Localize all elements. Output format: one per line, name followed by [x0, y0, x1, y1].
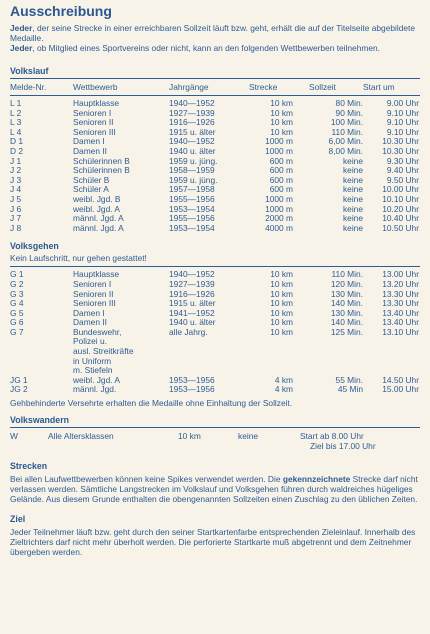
- table-row: [10, 357, 420, 367]
- cell-start: 9.40 Uhr: [386, 165, 419, 176]
- cell-jahrgaenge: 1941—1952: [169, 307, 215, 318]
- cell-melde-nr: G 4: [10, 298, 24, 309]
- cell-strecke: 600 m: [269, 155, 293, 166]
- cell-sollzeit: keine: [342, 165, 363, 176]
- cell-jahrgaenge: 1953—1954: [169, 222, 215, 233]
- intro: [10, 23, 420, 53]
- cell-wettbewerb: Damen I: [73, 307, 105, 318]
- cell-wettbewerb: Senioren I: [73, 278, 112, 289]
- ziel-heading: Ziel: [10, 514, 26, 525]
- cell-jahrgaenge: 1915 u. älter: [169, 126, 216, 137]
- cell-jahrgaenge: [169, 357, 249, 367]
- cell-wettbewerb: Damen I: [73, 136, 105, 147]
- cell-start: 9.30 Uhr: [386, 155, 419, 166]
- cell-sollzeit: 6,00 Min.: [328, 136, 363, 147]
- cell-start: 10.30 Uhr: [382, 136, 419, 147]
- cell-strecke: 10 km: [270, 107, 293, 118]
- cell-start: [363, 347, 419, 357]
- cell-melde-nr: J 7: [10, 213, 22, 224]
- volkswandern-heading: Volkswandern: [10, 415, 69, 426]
- ziel-section: [10, 514, 420, 557]
- cell-strecke: 10 km: [270, 98, 293, 108]
- cell-wettbewerb: Senioren III: [73, 126, 116, 137]
- table-row: [10, 337, 420, 347]
- cell-sollzeit: 90 Min.: [335, 107, 363, 118]
- cell-melde-nr: L 4: [10, 126, 22, 137]
- intro-paragraph: [10, 43, 420, 53]
- page-title: Ausschreibung: [10, 3, 112, 19]
- cell-melde-nr: L 2: [10, 107, 22, 118]
- cell-jahrgaenge: 1916—1926: [169, 288, 215, 299]
- cell-jahrgaenge: [169, 347, 249, 357]
- cell-sollzeit: 140 Min.: [330, 298, 363, 309]
- strecken-heading: Strecken: [10, 461, 48, 472]
- cell-wettbewerb: weibl. Jgd. A: [73, 374, 121, 385]
- cell-wettbewerb: Senioren III: [73, 298, 116, 309]
- cell-jahrgaenge: 1955—1956: [169, 193, 215, 204]
- cell-melde-nr: JG 1: [10, 374, 28, 385]
- col-jahrgaenge: Jahrgänge: [169, 82, 209, 92]
- cell-strecke: 10 km: [270, 126, 293, 137]
- cell-wettbewerb: weibl. Jgd. B: [73, 193, 121, 204]
- table-row: [10, 224, 420, 234]
- cell-strecke: 1000 m: [265, 193, 293, 204]
- cell-start: 10.10 Uhr: [382, 193, 419, 204]
- cell-melde-nr: J 8: [10, 222, 22, 233]
- cell-melde-nr: D 2: [10, 145, 24, 156]
- cell-strecke: 600 m: [269, 184, 293, 195]
- cell-strecke: 4 km: [274, 374, 293, 385]
- cell-start: [363, 357, 419, 367]
- cell-melde-nr: J 3: [10, 174, 22, 185]
- cell-wettbewerb: Damen II: [73, 145, 107, 156]
- cell-strecke: 4 km: [274, 384, 293, 395]
- volksgehen-note: Gehbehinderte Versehrte erhalten die Medaille ohne Einhaltung der Sollzeit.: [10, 398, 293, 409]
- cell-sollzeit: 110 Min.: [331, 269, 363, 280]
- cell-wettbewerb: männl. Jgd.: [73, 384, 117, 395]
- cell-wettbewerb: männl. Jgd. A: [73, 213, 124, 224]
- cell-strecke: [249, 357, 309, 367]
- cell-start: 14.50 Uhr: [382, 374, 419, 385]
- cell-start: 13.40 Uhr: [382, 317, 419, 328]
- cell-melde-nr: J 5: [10, 193, 22, 204]
- cell-melde-nr: G 1: [10, 269, 24, 280]
- cell-strecke: 10 km: [270, 288, 293, 299]
- cell-wettbewerb: Senioren II: [73, 288, 114, 299]
- cell-melde-nr: J 2: [10, 165, 22, 176]
- cell-wettbewerb: weibl. Jgd. A: [73, 203, 121, 214]
- cell-melde-nr: G 5: [10, 307, 24, 318]
- cell-sollzeit: keine: [342, 184, 363, 195]
- divider: [10, 266, 420, 267]
- cell-melde-nr: J 1: [10, 155, 22, 166]
- intro-text: , ob Mitglied eines Sportvereins oder nicht, kann an den folgenden Wettbewerben teilnehmen.: [32, 43, 380, 53]
- cell-start: 13.30 Uhr: [382, 288, 419, 299]
- vw-class: Alle Altersklassen: [48, 431, 114, 442]
- cell-melde-nr: J 6: [10, 203, 22, 214]
- cell-strecke: 2000 m: [265, 213, 293, 224]
- cell-jahrgaenge: 1940 u. älter: [169, 317, 216, 328]
- cell-jahrgaenge: 1953—1954: [169, 203, 215, 214]
- cell-sollzeit: keine: [342, 203, 363, 214]
- cell-start: 10.20 Uhr: [382, 203, 419, 214]
- cell-melde-nr: L 3: [10, 117, 22, 128]
- cell-melde-nr: L 1: [10, 98, 22, 108]
- cell-wettbewerb: Schüler A: [73, 184, 109, 195]
- cell-wettbewerb: Hauptklasse: [73, 98, 120, 108]
- cell-strecke: 600 m: [269, 174, 293, 185]
- cell-wettbewerb: Schüler B: [73, 174, 110, 185]
- cell-strecke: 10 km: [270, 317, 293, 328]
- cell-wettbewerb: Bundeswehr,: [73, 326, 122, 337]
- cell-wettbewerb: in Uniform: [73, 355, 112, 366]
- cell-wettbewerb: Hauptklasse: [73, 269, 120, 280]
- cell-sollzeit: keine: [342, 193, 363, 204]
- cell-jahrgaenge: 1959 u. jüng.: [169, 174, 218, 185]
- cell-wettbewerb: Damen II: [73, 317, 107, 328]
- cell-jahrgaenge: 1955—1956: [169, 213, 215, 224]
- cell-sollzeit: 130 Min.: [330, 307, 363, 318]
- cell-strecke: 10 km: [270, 269, 293, 280]
- cell-sollzeit: 80 Min.: [335, 98, 363, 108]
- intro-paragraph: [10, 23, 420, 43]
- cell-melde-nr: G 2: [10, 278, 24, 289]
- cell-melde-nr: JG 2: [10, 384, 28, 395]
- cell-sollzeit: 8,00 Min.: [328, 145, 363, 156]
- cell-jahrgaenge: 1940—1952: [169, 269, 215, 280]
- col-start: Start um: [363, 82, 395, 92]
- cell-strecke: 10 km: [270, 298, 293, 309]
- cell-strecke: 10 km: [270, 307, 293, 318]
- cell-sollzeit: 55 Min.: [335, 374, 363, 385]
- cell-start: 9.10 Uhr: [386, 117, 419, 128]
- volksgehen-heading: Volksgehen: [10, 241, 59, 252]
- cell-sollzeit: [309, 337, 363, 347]
- vw-times: [300, 431, 410, 451]
- cell-start: 13.30 Uhr: [382, 298, 419, 309]
- strecken-text: [10, 474, 420, 504]
- cell-strecke: 4000 m: [265, 222, 293, 233]
- cell-strecke: [249, 347, 309, 357]
- cell-start: 15.00 Uhr: [382, 384, 419, 395]
- cell-sollzeit: 100 Min.: [330, 117, 363, 128]
- intro-lead: Jeder: [10, 43, 33, 53]
- cell-sollzeit: 130 Min.: [330, 288, 363, 299]
- cell-jahrgaenge: 1940 u. älter: [169, 145, 216, 156]
- cell-melde-nr: [10, 347, 73, 357]
- cell-start: 10.40 Uhr: [382, 213, 419, 224]
- strecken-section: [10, 461, 420, 504]
- cell-melde-nr: G 6: [10, 317, 24, 328]
- cell-start: 13.40 Uhr: [382, 307, 419, 318]
- cell-melde-nr: [10, 337, 73, 347]
- cell-strecke: 10 km: [270, 117, 293, 128]
- cell-start: 13.00 Uhr: [382, 269, 419, 280]
- vw-time: keine: [238, 431, 259, 442]
- cell-start: 13.10 Uhr: [382, 326, 419, 337]
- cell-jahrgaenge: alle Jahrg.: [169, 326, 208, 337]
- cell-strecke: 600 m: [269, 165, 293, 176]
- cell-sollzeit: keine: [342, 174, 363, 185]
- cell-strecke: 10 km: [270, 278, 293, 289]
- cell-strecke: [249, 337, 309, 347]
- cell-wettbewerb: Schülerinnen B: [73, 155, 130, 166]
- intro-text: , der seine Strecke in einer erreichbaren Sollzeit läuft bzw. geht, erhält die auf der Titelseite abgebildete Medaille.: [10, 23, 416, 43]
- cell-sollzeit: 110 Min.: [331, 126, 363, 137]
- cell-strecke: 1000 m: [265, 136, 293, 147]
- divider: [10, 427, 420, 428]
- cell-jahrgaenge: [169, 337, 249, 347]
- strecken-text-b: Strecke darf nicht verlassen werden. Sämtliche Langstrecken im Volkslauf und Volksgehen führen durch waldreiches hügeliges Gelände. Aus diesem Grunde enthalten die obengenannten Sollzeiten einen Zuschlag zu den üblichen Zeiten.: [10, 474, 418, 505]
- cell-jahrgaenge: 1927—1939: [169, 278, 215, 289]
- cell-wettbewerb: m. Stiefeln: [73, 365, 113, 376]
- table-row: [10, 385, 420, 395]
- col-wettbewerb: Wettbewerb: [73, 82, 118, 92]
- cell-sollzeit: keine: [342, 155, 363, 166]
- cell-jahrgaenge: 1959 u. jüng.: [169, 155, 218, 166]
- ziel-text: Jeder Teilnehmer läuft bzw. geht durch den seiner Startkartenfarbe entsprechenden Zieleinlauf. Innerhalb des Zieltrichters darf nicht mehr überholt werden. Die perforierte Startkarte muß abgetrennt und dem Zeitnehmer übergeben werden.: [10, 527, 416, 558]
- col-sollzeit: Sollzeit: [309, 82, 336, 92]
- cell-wettbewerb: Polizei u.: [73, 336, 107, 347]
- volkslauf-table: [10, 99, 420, 233]
- cell-start: 9.00 Uhr: [386, 98, 419, 108]
- cell-start: [363, 337, 419, 347]
- cell-melde-nr: [10, 357, 73, 367]
- cell-sollzeit: 125 Min.: [330, 326, 363, 337]
- cell-wettbewerb: ausl. Streitkräfte: [73, 346, 134, 357]
- col-strecke: Strecke: [249, 82, 278, 92]
- cell-melde-nr: D 1: [10, 136, 24, 147]
- volkswandern-row: [10, 431, 420, 451]
- volksgehen-subtitle: Kein Laufschritt, nur gehen gestattet!: [10, 253, 147, 264]
- cell-start: 9.10 Uhr: [386, 107, 419, 118]
- cell-sollzeit: keine: [342, 222, 363, 233]
- cell-melde-nr: G 3: [10, 288, 24, 299]
- cell-jahrgaenge: 1916—1926: [169, 117, 215, 128]
- cell-jahrgaenge: 1940—1952: [169, 98, 215, 108]
- cell-start: 9.50 Uhr: [386, 174, 419, 185]
- cell-sollzeit: [309, 347, 363, 357]
- vw-end: Ziel bis 17.00 Uhr: [310, 441, 376, 452]
- cell-jahrgaenge: 1940—1952: [169, 136, 215, 147]
- cell-wettbewerb: Schülerinnen B: [73, 165, 130, 176]
- volksgehen-table: [10, 270, 420, 395]
- cell-wettbewerb: Senioren I: [73, 107, 112, 118]
- cell-jahrgaenge: 1927—1939: [169, 107, 215, 118]
- cell-sollzeit: [309, 357, 363, 367]
- cell-melde-nr: J 4: [10, 184, 22, 195]
- cell-start: 10.00 Uhr: [382, 184, 419, 195]
- strecken-text-a: Bei allen Laufwettbewerben können keine Spikes verwendet werden. Die: [10, 474, 283, 485]
- strecken-bold: gekennzeichnete: [282, 474, 351, 485]
- cell-melde-nr: G 7: [10, 326, 24, 337]
- cell-start: 10.50 Uhr: [382, 222, 419, 233]
- cell-jahrgaenge: 1953—1956: [169, 384, 215, 395]
- vw-distance: 10 km: [178, 431, 201, 442]
- intro-lead: Jeder: [10, 23, 33, 33]
- cell-jahrgaenge: 1958—1959: [169, 165, 215, 176]
- document-page: [10, 2, 420, 557]
- cell-wettbewerb: Senioren II: [73, 117, 114, 128]
- vw-start: Start ab 8.00 Uhr: [300, 431, 364, 442]
- cell-sollzeit: keine: [342, 213, 363, 224]
- cell-sollzeit: 140 Min.: [330, 317, 363, 328]
- table-header: [10, 79, 420, 95]
- cell-jahrgaenge: 1915 u. älter: [169, 298, 216, 309]
- cell-strecke: 1000 m: [265, 145, 293, 156]
- cell-start: 13.20 Uhr: [382, 278, 419, 289]
- cell-sollzeit: 120 Min.: [330, 278, 363, 289]
- cell-strecke: 1000 m: [265, 203, 293, 214]
- cell-strecke: 10 km: [270, 326, 293, 337]
- col-melde-nr: Melde-Nr.: [10, 82, 47, 92]
- cell-jahrgaenge: 1953—1956: [169, 374, 215, 385]
- divider: [10, 95, 420, 96]
- table-row: [10, 347, 420, 357]
- volkslauf-heading: Volkslauf: [10, 66, 49, 76]
- cell-wettbewerb: männl. Jgd. A: [73, 222, 124, 233]
- cell-start: 9.10 Uhr: [386, 126, 419, 137]
- cell-start: 10.30 Uhr: [382, 145, 419, 156]
- table-row: [10, 328, 420, 338]
- vw-code: W: [10, 431, 18, 442]
- cell-jahrgaenge: 1957—1958: [169, 184, 215, 195]
- cell-sollzeit: 45 Min: [337, 384, 363, 395]
